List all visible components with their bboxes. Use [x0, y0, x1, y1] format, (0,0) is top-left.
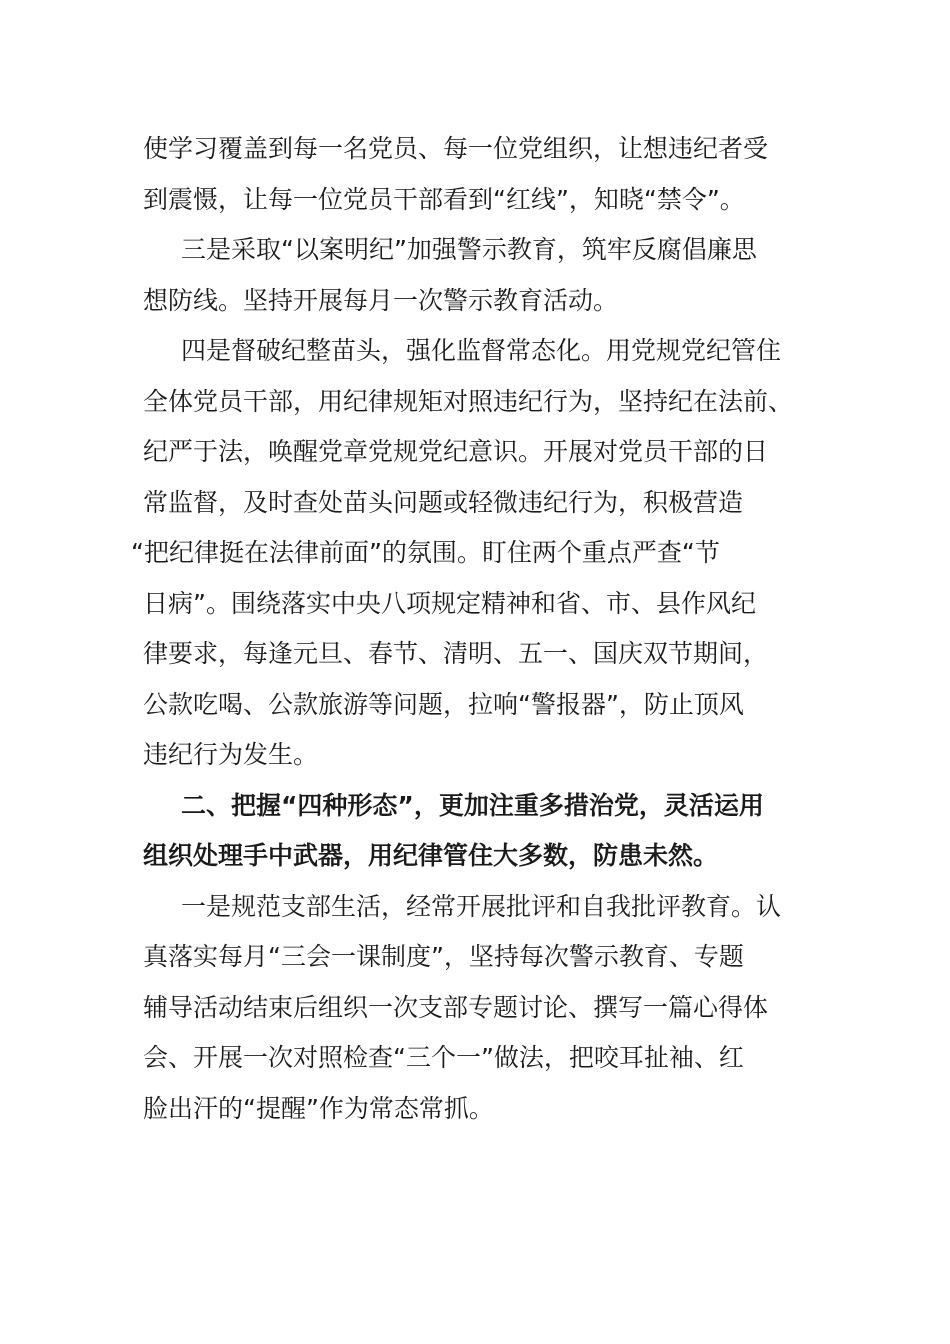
section-heading-line: 组织处理手中武器，用纪律管住大多数，防患未然。: [143, 841, 719, 870]
text-line: 公款吃喝、公款旅游等问题，拉响“警报器”，防止顶风: [143, 689, 744, 719]
text-line: 真落实每月“三会一课制度”，坚持每次警示教育、专题: [143, 942, 744, 971]
paragraph-first-line: 一是规范支部生活，经常开展批评和自我批评教育。认: [181, 891, 782, 921]
text-line: 日病”。围绕落实中央八项规定精神和省、市、县作风纪: [143, 588, 756, 618]
text-line: 律要求，每逢元旦、春节、清明、五一、国庆双节期间，: [143, 639, 769, 668]
document-body: [131, 124, 803, 1134]
section-heading-line: 二、把握“四种形态”，更加注重多措治党，灵活运用: [181, 790, 764, 820]
text-line: 辅导活动结束后组织一次支部专题讨论、撰写一篇心得体: [143, 992, 769, 1022]
text-line: 脸出汗的“提醒”作为常态常抓。: [143, 1093, 494, 1123]
text-line: 常监督，及时查处苗头问题或轻微违纪行为，积极营造: [143, 487, 744, 517]
text-line: 会、开展一次对照检查“三个一”做法，把咬耳扯袖、红: [143, 1043, 744, 1072]
paragraph-first-line: 三是采取“以案明纪”加强警示教育，筑牢反腐倡廉思: [181, 235, 757, 264]
text-line: 违纪行为发生。: [143, 740, 319, 769]
text-line: 全体党员干部，用纪律规矩对照违纪行为，坚持纪在法前、: [143, 386, 794, 416]
paragraph-first-line: 四是督破纪整苗头，强化监督常态化。用党规党纪管住: [181, 336, 782, 365]
text-line: 使学习覆盖到每一名党员、每一位党组织，让想违纪者受: [143, 134, 769, 163]
text-line: 到震慑，让每一位党员干部看到“红线”，知晓“禁令”。: [143, 184, 745, 214]
text-line: “把纪律挺在法律前面”的氛围。盯住两个重点严查“节: [131, 538, 720, 567]
text-line: 想防线。坚持开展每月一次警示教育活动。: [143, 285, 619, 315]
text-line: 纪严于法，唤醒党章党规党纪意识。开展对党员干部的日: [143, 437, 769, 466]
